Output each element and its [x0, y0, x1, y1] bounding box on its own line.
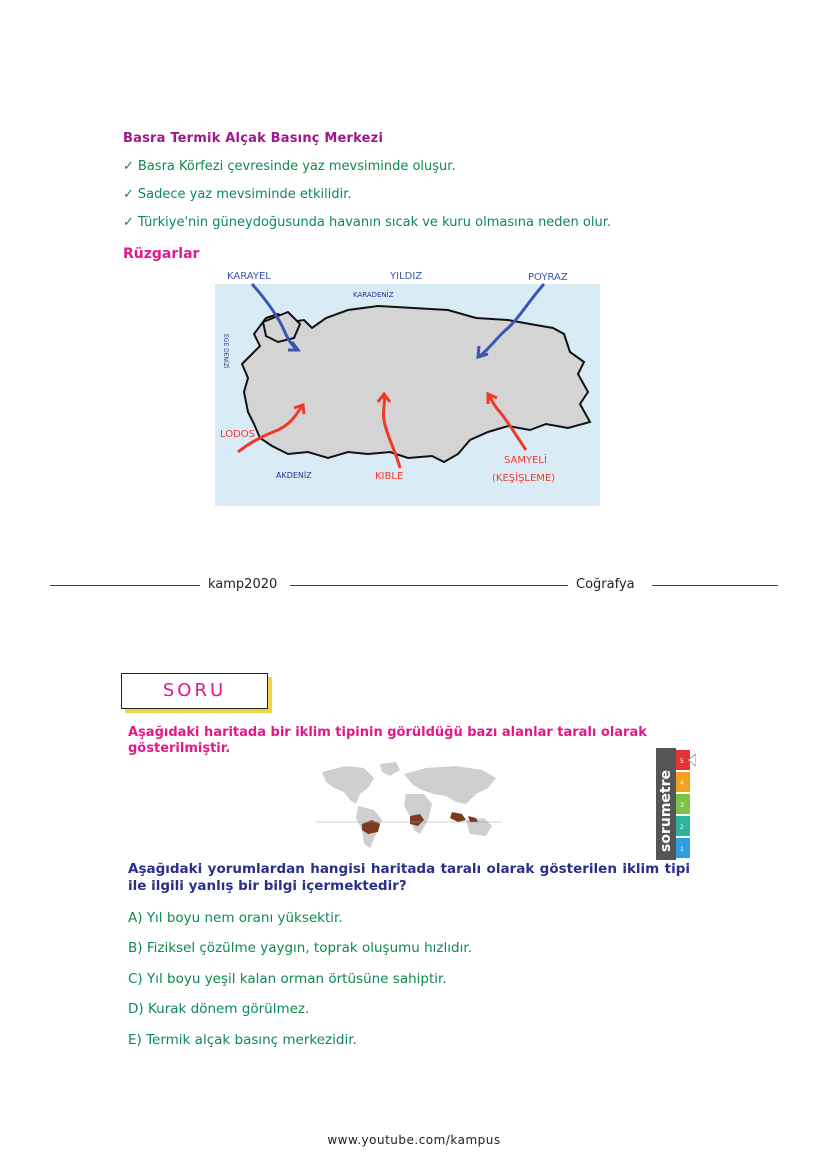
bullet-text: Sadece yaz mevsiminde etkilidir.: [137, 187, 352, 202]
africa-landmass: [404, 794, 432, 834]
world-map: [316, 760, 501, 854]
soru-badge: SORU: [121, 673, 268, 709]
kesisleme-label: (KEŞİŞLEME): [492, 473, 556, 484]
option-b[interactable]: B) Fiziksel çözülme yaygın, toprak oluşumu hızlıdır.: [128, 940, 472, 956]
question-prompt: Aşağıdaki yorumlardan hangisi haritada taralı olarak gösterilen iklim tipi ile ilgili yanlış bir bilgi içermektedir?: [128, 861, 690, 894]
yildiz-label: YILDIZ: [390, 271, 423, 282]
check-icon: ✓: [123, 215, 134, 230]
karayel-label: KARAYEL: [227, 271, 271, 282]
indonesia-shaded-area: [450, 812, 466, 822]
winds-heading: Rüzgarlar: [123, 246, 200, 262]
check-icon: ✓: [123, 159, 134, 174]
bullet-text: Basra Körfezi çevresinde yaz mevsiminde oluşur.: [137, 159, 456, 174]
americas-landmass: [322, 766, 374, 804]
lodos-label: LODOS: [220, 429, 256, 440]
akdeniz-label: AKDENİZ: [276, 471, 312, 480]
samyeli-label: SAMYELİ: [504, 455, 547, 466]
wind-map: [208, 262, 608, 492]
question-intro: Aşağıdaki haritada bir iklim tipinin görüldüğü bazı alanlar taralı olarak gösterilmiştir.: [128, 725, 647, 756]
bullet-item: [123, 215, 611, 230]
bullet-text: Türkiye'nin güneydoğusunda havanın sıcak ve kuru olmasına neden olur.: [137, 215, 612, 230]
option-d[interactable]: D) Kurak dönem görülmez.: [128, 1001, 310, 1017]
poyraz-label: POYRAZ: [528, 272, 568, 283]
footer-subject: Coğrafya: [576, 577, 635, 592]
level-5-text: 5: [680, 758, 684, 765]
sorumetre-label: sorumetre: [658, 770, 674, 852]
level-3-text: 3: [680, 802, 684, 809]
karadeniz-label: KARADENİZ: [353, 291, 394, 299]
option-c[interactable]: C) Yıl boyu yeşil kalan orman örtüsüne sahiptir.: [128, 971, 447, 987]
check-icon: ✓: [123, 187, 134, 202]
section-title: Basra Termik Alçak Basınç Merkezi: [123, 131, 384, 146]
bullet-item: [123, 187, 352, 202]
bullet-item: [123, 159, 456, 174]
divider-line: [290, 585, 568, 586]
sorumetre-widget: [656, 748, 696, 860]
ege-denizi-label: EGE DENİZİ: [222, 334, 229, 369]
level-1-text: 1: [680, 846, 684, 853]
divider-line: [652, 585, 778, 586]
option-a[interactable]: A) Yıl boyu nem oranı yüksektir.: [128, 910, 343, 926]
level-2-text: 2: [680, 824, 684, 831]
option-e[interactable]: E) Termik alçak basınç merkezidir.: [128, 1032, 357, 1048]
footer-brand: kamp2020: [208, 577, 278, 592]
divider-line: [50, 585, 200, 586]
kible-label: KIBLE: [375, 471, 404, 482]
footer-url[interactable]: www.youtube.com/kampus: [327, 1133, 501, 1147]
level-4-text: 4: [680, 780, 684, 787]
